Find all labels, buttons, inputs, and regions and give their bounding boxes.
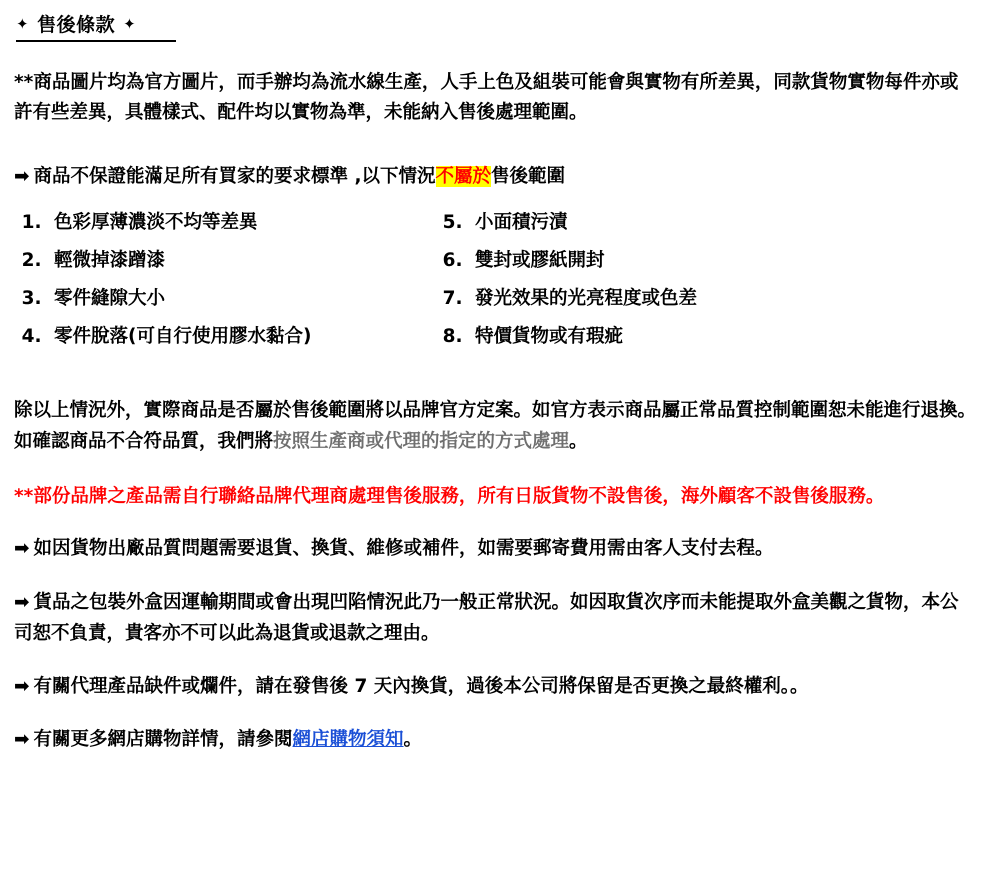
not-covered-text-before: 商品不保證能滿足所有買家的要求標準 ,以下情況 (33, 165, 436, 187)
page-title-text: 售後條款 (37, 14, 116, 36)
arrow-right-icon: ➡ (14, 165, 30, 187)
list-item: 4. 零件脫落(可自行使用膠水黏合) (48, 324, 429, 350)
arrow-right-icon: ➡ (14, 591, 30, 613)
not-covered-text-after: 售後範圍 (491, 165, 566, 187)
note-text: 如因貨物出廠品質問題需要退貨、換貨、維修或補件，如需要郵寄費用需由客人支付去程。 (33, 537, 774, 559)
arrow-right-icon: ➡ (14, 676, 30, 698)
note-missing-parts (14, 672, 974, 703)
arrow-right-icon: ➡ (14, 728, 30, 750)
note-packaging-dent (14, 587, 974, 651)
intro-paragraph: **商品圖片均為官方圖片，而手辦均為流水線生產，人手上色及組裝可能會與實物有所差異，同款貨物實物每件亦或許有些差異，具體樣式、配件均以實物為準，未能納入售後處理範圍。 (14, 72, 959, 123)
note-text-before: 有關更多網店購物詳情，請參閱 (33, 728, 293, 750)
note-shop-guide (14, 725, 974, 756)
arrow-right-icon: ➡ (14, 537, 30, 559)
list-item: 8. 特價貨物或有瑕疵 (469, 324, 844, 350)
list-item: 3. 零件縫隙大小 (48, 286, 429, 312)
list-item: 7. 發光效果的光亮程度或色差 (469, 286, 844, 312)
policy-paragraph (14, 395, 979, 457)
star-icon-right: ✦ (123, 14, 137, 33)
star-icon-left: ✦ (16, 14, 30, 33)
policy-text-grey: 按照生產商或代理的指定的方式處理 (273, 430, 570, 452)
policy-text-part1: 除以上情況外，實際商品是否屬於售後範圍將以品牌官方定案。如官方表示商品屬正常品質控制範圍恕未能進行退換。如確認商品不合符品質，我們將 (14, 399, 977, 452)
page-title (16, 10, 176, 42)
list-item: 1. 色彩厚薄濃淡不均等差異 (48, 210, 429, 236)
list-item: 2. 輕微掉漆蹭漆 (48, 248, 429, 274)
exclusions-column-left (14, 210, 429, 363)
list-item: 5. 小面積污漬 (469, 210, 844, 236)
shopping-guide-link[interactable]: 網店購物須知 (292, 728, 404, 750)
exclusions-column-right (429, 210, 844, 363)
note-shipping-cost (14, 534, 974, 565)
policy-text-part3: 。 (569, 430, 588, 452)
not-covered-heading (14, 162, 984, 192)
red-notice: **部份品牌之產品需自行聯絡品牌代理商處理售後服務，所有日版貨物不設售後，海外顧客不設售後服務。 (14, 485, 885, 507)
note-text: 有關代理產品缺件或爛件，請在發售後 7 天內換貨，過後本公司將保留是否更換之最終權利。。 (33, 676, 809, 698)
not-covered-highlight: 不屬於 (435, 165, 492, 187)
exclusions-list (14, 210, 844, 363)
note-text: 貨品之包裝外盒因運輸期間或會出現凹陷情況此乃一般正常狀況。如因取貨次序而未能提取外盒美觀之貨物，本公司恕不負責，貴客亦不可以此為退貨或退款之理由。 (14, 591, 959, 645)
list-item: 6. 雙封或膠紙開封 (469, 248, 844, 274)
note-text-after: 。 (403, 728, 423, 750)
